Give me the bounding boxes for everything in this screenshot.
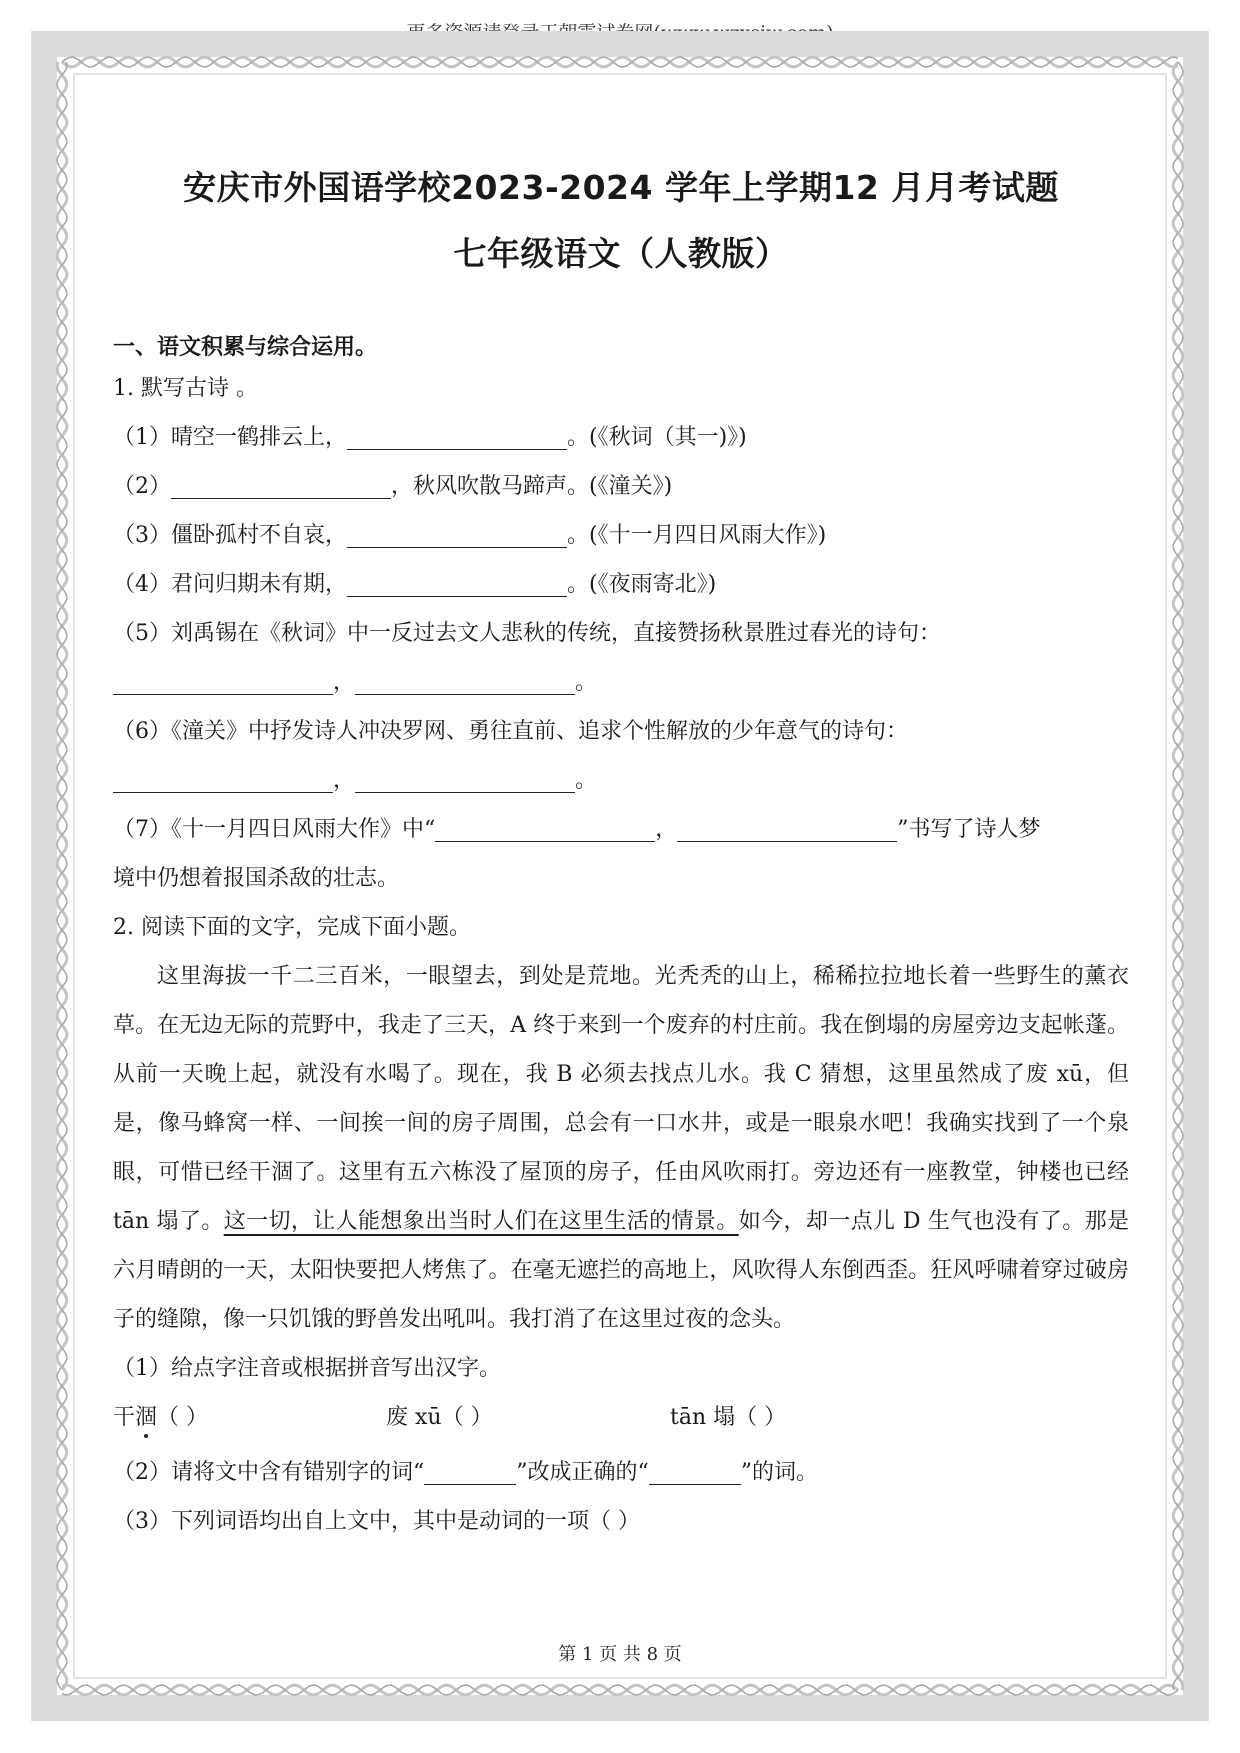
q1-item-7: （7）《十一月四日风雨大作》中“ ， ”书写了诗人梦 [113, 817, 1041, 842]
exam-page-content [113, 160, 1129, 1546]
q1-item-6: （6）《潼关》中抒发诗人冲决罗网、勇往直前、追求个性解放的少年意气的诗句： [113, 719, 908, 744]
q1-item-1: （1）晴空一鹤排云上， 。(《秋词（其一)》) [113, 425, 747, 450]
answer-blank[interactable] [113, 766, 333, 793]
section-heading: 一、语文积累与综合运用。 [113, 335, 378, 360]
pinyin-answer-row [113, 1393, 1129, 1442]
answer-blank[interactable] [677, 815, 897, 842]
answer-blank[interactable] [347, 521, 567, 548]
answer-blank[interactable] [355, 668, 575, 695]
q1-item-3: （3）僵卧孤村不自哀， 。(《十一月四日风雨大作》) [113, 523, 827, 548]
q1-item-5-blanks: ， 。 [113, 658, 1129, 707]
answer-blank[interactable] [355, 766, 575, 793]
page-number: 第 1 页 共 8 页 [558, 1644, 682, 1665]
answer-blank[interactable] [649, 1458, 741, 1485]
answer-blank[interactable] [113, 668, 333, 695]
pinyin-item-1: 干涸（ ） [113, 1405, 209, 1430]
question-1-stem: 1. 默写古诗 。 [113, 376, 258, 401]
q1-item-2: （2） ，秋风吹散马蹄声。(《潼关》) [113, 474, 673, 499]
q2-sub-1: （1）给点字注音或根据拼音写出汉字。 [113, 1356, 501, 1381]
exam-subtitle: 七年级语文（人教版） [453, 234, 789, 273]
q1-item-4: （4）君问归期未有期， 。(《夜雨寄北》) [113, 572, 717, 597]
q1-item-6-blanks: ， 。 [113, 756, 1129, 805]
q2-sub-2: （2）请将文中含有错别字的词“ ”改成正确的“ ”的词。 [113, 1460, 818, 1485]
answer-blank[interactable] [424, 1458, 516, 1485]
question-2-stem: 2. 阅读下面的文字，完成下面小题。 [113, 915, 471, 940]
q1-item-5: （5）刘禹锡在《秋词》中一反过去文人悲秋的传统，直接赞扬秋景胜过春光的诗句： [113, 621, 941, 646]
pinyin-item-2: 废 xū（ ） [386, 1405, 493, 1430]
answer-blank[interactable] [347, 570, 567, 597]
underlined-sentence: 这一切，让人能想象出当时人们在这里生活的情景。 [223, 1209, 739, 1234]
answer-blank[interactable] [435, 815, 655, 842]
q2-sub-3: （3）下列词语均出自上文中，其中是动词的一项（ ） [113, 1509, 640, 1534]
q1-item-7-continued: 境中仍想着报国杀敌的壮志。 [113, 866, 400, 891]
dotted-character: 涸 [135, 1405, 158, 1430]
answer-blank[interactable] [347, 423, 567, 450]
site-watermark-header: 更多资源请登录王朝霞试卷网(www.wzxsjw.com) [406, 22, 834, 44]
answer-blank[interactable] [171, 472, 391, 499]
pinyin-item-3: tān 塌（ ） [670, 1405, 787, 1430]
reading-passage: 这里海拔一千二三百米，一眼望去，到处是荒地。光秃秃的山上，稀稀拉拉地长着一些野生的薰衣草。在无边无际的荒野中，我走了三天，A 终于来到一个废弃的村庄前。我在倒塌的房屋旁边支起帐蓬。从前一天晚上起，就没有水喝了。现在，我 B 必须去找点儿水。我 C 猜想，这里虽然成了废 xū，但是，像马蜂窝一样、一间挨一间的房子周围，总会有一口水井，或是一眼泉水吧！我确实找到了一个泉眼，可惜已经干涸了。这里有五六栋没了屋顶的房子，任由风吹雨打。旁边还有一座教堂，钟楼也已经 tān 塌了。这一切，让人能想象出当时人们在这里生活的情景。如今，却一点儿 D 生气也没有了。那是六月晴朗的一天，太阳快要把人烤焦了。在毫无遮拦的高地上，风吹得人东倒西歪。狂风呼啸着穿过破房子的缝隙，像一只饥饿的野兽发出吼叫。我打消了在这里过夜的念头。 [113, 964, 1129, 1332]
exam-title: 安庆市外国语学校2023-2024 学年上学期12 月月考试题 [183, 168, 1059, 207]
